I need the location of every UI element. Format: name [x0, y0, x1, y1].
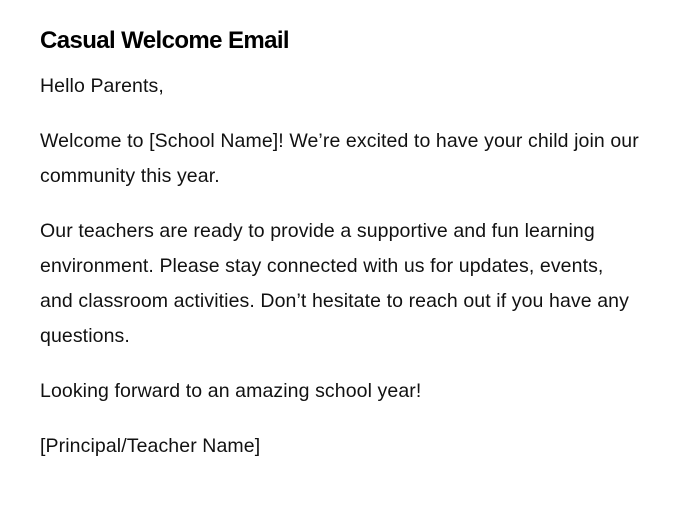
- teachers-paragraph: Our teachers are ready to provide a supportive and fun learning environment. Please stay connected with us for updates, events, and classroom activities. Don’t hesitate to reach out if you have any questions.: [40, 220, 629, 347]
- email-document: [40, 24, 640, 464]
- welcome-paragraph: Welcome to [School Name]! We’re excited to have your child join our community this year.: [40, 130, 639, 187]
- document-title: Casual Welcome Email: [40, 27, 290, 54]
- signature-text: [Principal/Teacher Name]: [40, 435, 261, 457]
- closing-paragraph: Looking forward to an amazing school year!: [40, 380, 422, 402]
- greeting-text: Hello Parents,: [40, 75, 164, 97]
